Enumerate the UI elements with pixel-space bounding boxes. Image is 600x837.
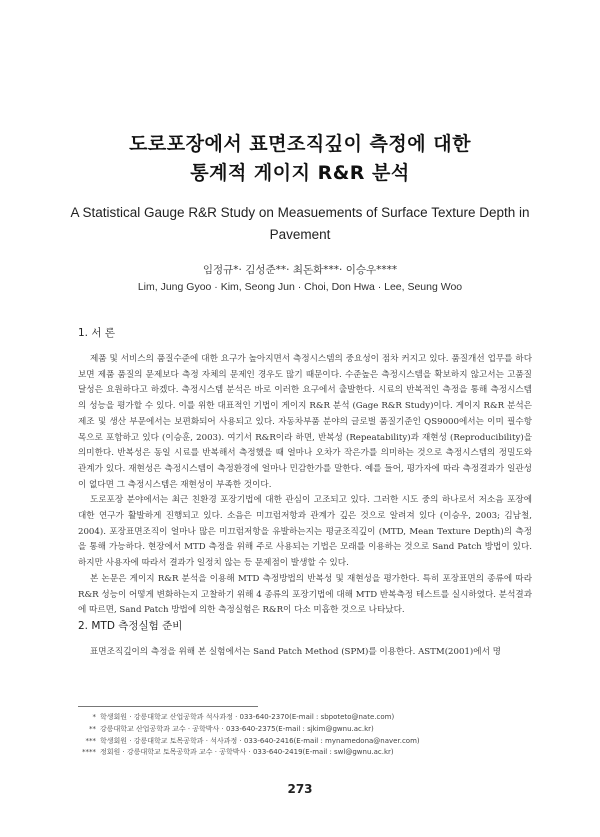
footnote (82, 747, 542, 759)
section-body-introduction (78, 352, 532, 619)
paragraph: 도로포장 분야에서는 최근 친환경 포장기법에 대한 관심이 고조되고 있다. 그러한 시도 중의 하나로서 저소음 포장에 대한 연구가 활발하게 진행되고 있다. 소음은 미끄럼저항과 관계가 깊은 것으로 알려져 있다 (이승우, 2003; 김남철, 2004). 포장표면조직이 얼마나 많은 미끄럼저항을 유발하는지는 평균조직깊이 (MTD, Mean Texture Depth)의 측정을 통해 가능하다. 현장에서 MTD 측정을 위해 주로 사용되는 기법은 모래를 이용하는 것으로 Sand Patch 방법이 있다. 하지만 사용자에 따라서 결과가 일정치 않는 등 문제점이 발생할 수 있다. (78, 495, 532, 569)
authors-korean: 임정규*· 김성준**· 최돈화***· 이승우**** (202, 264, 398, 276)
footnote-divider (78, 706, 258, 707)
paragraph: 본 논문은 게이지 R&R 분석을 이용해 MTD 측정방법의 반복성 및 재현성을 평가한다. 특히 포장표면의 종류에 따라 R&R 성능이 어떻게 변화하는지 고찰하기 위해 4 종류의 포장기법에 대해 MTD 반복측정 테스트를 실시하였다. 분석결과에 따르면, Sand Patch 방법에 의한 측정실험은 R&R이 다소 미흡한 것으로 나타났다. (78, 573, 532, 616)
section-heading-introduction: 1. 서 론 (78, 327, 115, 339)
footnotes (82, 712, 542, 759)
footnote-mark: **** (82, 748, 96, 757)
page-number: 273 (287, 782, 313, 796)
korean-title-line2: 통계적 게이지 R&R 분석 (190, 162, 410, 184)
footnote-text: 강릉대학교 산업공학과 교수 · 공학박사 · 033-640-2375(E-mail : sjkim@gwnu.ac.kr) (100, 724, 374, 733)
footnote (82, 724, 542, 736)
footnote (82, 736, 542, 748)
section-heading-mtd-preparation: 2. MTD 측정실험 준비 (78, 620, 183, 632)
section-body-mtd-preparation (78, 645, 532, 661)
footnote-text: 정회원 · 강릉대학교 토목공학과 교수 · 공학박사 · 033-640-2419(E-mail : swl@gwnu.ac.kr) (100, 748, 394, 757)
footnote-mark: *** (85, 736, 96, 745)
paragraph: 제품 및 서비스의 품질수준에 대한 요구가 높아지면서 측정시스템의 중요성이 점차 커지고 있다. 품질개선 업무를 하다보면 제품 품질의 문제보다 측정 자체의 문제인 경우도 많기 때문이다. 수준높은 측정시스템을 확보하지 않고서는 고품질 달성은 요원하다고 하겠다. 측정시스템 분석은 바로 이러한 요구에서 출발한다. 시료의 반복적인 측정을 통해 측정시스템의 성능을 평가할 수 있다. 이를 위한 대표적인 기법이 게이지 R&R 분석 (Gage R&R Study)이다. 게이지 R&R 분석은 제조 및 생산 부문에서는 보편화되어 사용되고 있다. 자동차부품 분야의 글로벌 품질기준인 QS9000에서는 이미 필수항목으로 포함하고 있다 (이승훈, 2003). 여기서 R&R이라 하면, 반복성 (Repeatability)과 재현성 (Reproducibility)을 의미한다. 반복성은 동일 시료를 반복해서 측정했을 때 얼마나 오차가 작은가를 의미하는 것으로 측정시스템의 정밀도와 관계가 있다. 재현성은 측정시스템이 측정환경에 얼마나 민감한가를 말한다. 예를 들어, 평가자에 따라 측정결과가 일관성이 없다면 그 측정시스템은 재현성이 부족한 것이다. (78, 354, 532, 490)
paragraph: 표면조직깊이의 측정을 위해 본 실험에서는 Sand Patch Method (SPM)를 이용한다. ASTM(2001)에서 명 (90, 647, 501, 657)
footnote-text: 학생회원 · 강릉대학교 산업공학과 석사과정 · 033-640-2370(E-mail : sbpoteto@nate.com) (100, 713, 395, 721)
korean-title-line1: 도로포장에서 표면조직깊이 측정에 대한 (129, 133, 471, 155)
english-title: A Statistical Gauge R&R Study on Measuements of Surface Texture Depth in Pavement (70, 205, 530, 242)
authors-english: Lim, Jung Gyoo · Kim, Seong Jun · Choi, Don Hwa · Lee, Seung Woo (137, 281, 463, 293)
footnote (82, 712, 542, 724)
footnote-mark: ** (89, 724, 96, 733)
footnote-text: 학생회원 · 강릉대학교 토목공학과 · 석사과정 · 033-640-2416(E-mail : mynamedona@naver.com) (100, 736, 420, 745)
footnote-mark: * (92, 713, 96, 721)
